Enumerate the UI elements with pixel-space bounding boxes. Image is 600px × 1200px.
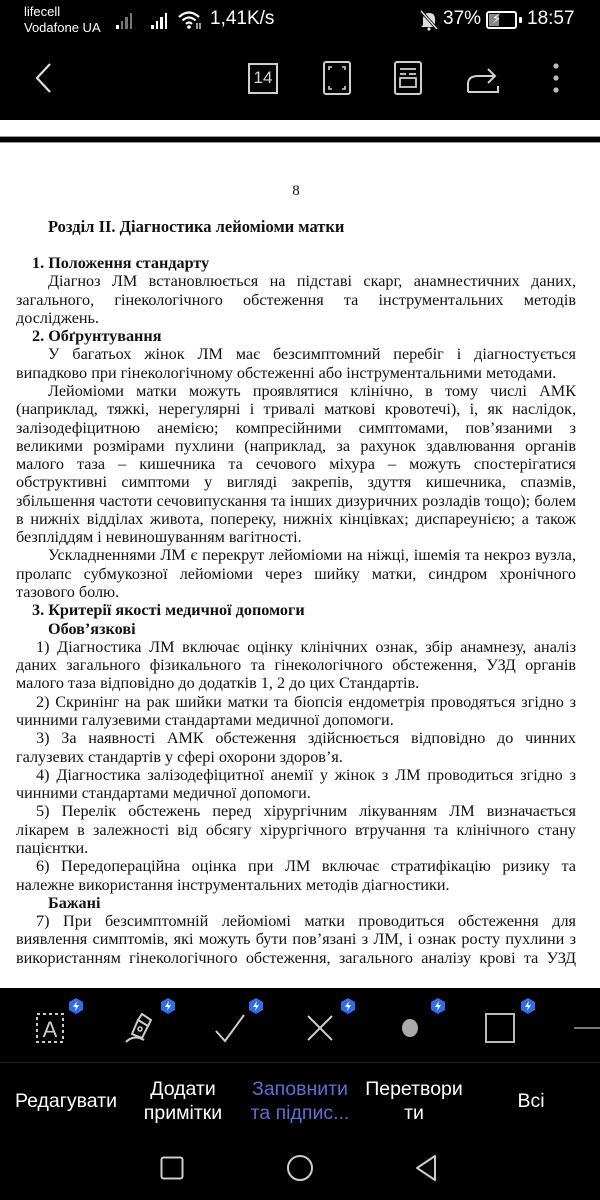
reading-mode-icon: [394, 61, 422, 95]
document-line: в нижніх відділах живота, попереку, нижніх кінцівках; диспареунією; а також: [16, 509, 576, 528]
carrier-1: lifecell: [24, 4, 61, 19]
document-line: 1) Діагностика ЛМ включає оцінку клінічних ознак, збір анамнезу, аналіз: [36, 637, 576, 656]
document-line: У багатьох жінок ЛМ має безсимптомний перебіг і діагностується: [48, 345, 576, 364]
document-line: чинними стандартами медичної допомоги.: [16, 784, 311, 803]
document-line: залізодефіцитною анемією; компресійними симптомами, пов’язаними з: [16, 418, 576, 437]
section-title: Розділ II. Діагностика лейоміоми матки: [48, 217, 345, 236]
reading-mode-button[interactable]: [388, 58, 428, 98]
cross-tool[interactable]: [298, 1008, 342, 1048]
rectangle-icon: [484, 1012, 516, 1044]
more-options-button[interactable]: [536, 58, 576, 98]
document-page[interactable]: [0, 143, 600, 988]
page-gap: [0, 120, 600, 136]
wifi-icon: [177, 9, 203, 31]
svg-text:A: A: [42, 1017, 58, 1042]
document-line: 7) При безсимптомній лейоміомі матки проводиться обстеження для: [36, 912, 576, 931]
menu-edit[interactable]: [8, 1089, 124, 1113]
document-line: 3. Критерії якості медичної допомоги: [32, 601, 305, 620]
menu-all-label: Всі: [517, 1090, 545, 1112]
dot-tool[interactable]: [388, 1008, 432, 1048]
document-line: загального, гінекологічного обстеження та інструментальних методів: [16, 290, 576, 309]
page-number: 8: [292, 183, 300, 199]
carrier-2: Vodafone UA: [24, 20, 101, 35]
menu-fill-sign-label-2: та підпис...: [250, 1102, 350, 1124]
document-line: 3) За наявності АМК обстеження здійснюється відповідно до чинних: [36, 729, 576, 748]
document-line: безпліддям і невиношуванням вагітності.: [16, 528, 302, 547]
line-icon: [572, 1026, 600, 1030]
document-line: чинними галузевими стандартами медичної допомоги.: [16, 711, 394, 729]
back-triangle-icon: [414, 1154, 438, 1182]
signal-icon: [116, 11, 132, 29]
menu-add-notes[interactable]: [130, 1077, 236, 1125]
premium-badge-icon: [248, 998, 264, 1014]
document-line: пацієнтки.: [16, 838, 89, 857]
document-line: галузевих стандартів у сфері охорони здоров’я.: [16, 747, 343, 766]
status-bar: [0, 0, 600, 44]
document-line: (наприклад, тяжкі, нерегулярні і тривалі маткові кровотечі), і, як наслідок,: [16, 400, 576, 419]
document-line: даних загального фізикального та гінекологічного обстеження, УЗД органів: [16, 656, 576, 675]
premium-badge-icon: [340, 998, 356, 1014]
signature-tool[interactable]: [118, 1008, 162, 1048]
document-line: 1. Положення стандарту: [32, 254, 210, 272]
document-line: Обов’язкові: [48, 619, 136, 638]
document-line: лікарем в залежності від обсягу хірургічного втручання та клінічного стану: [16, 820, 576, 839]
network-speed: 1,41K/s: [210, 8, 275, 29]
document-line: Ускладненнями ЛМ є перекрут лейоміоми на ніжці, ішемія та некроз вузла,: [48, 546, 576, 565]
battery-percent: 37%: [443, 8, 482, 29]
recents-button[interactable]: [152, 1148, 192, 1188]
document-line: 5) Перелік обстежень перед хірургічним лікуванням ЛМ визначається: [36, 802, 576, 821]
pen-signature-icon: [124, 1012, 156, 1044]
navigation-bar: [0, 1138, 600, 1200]
premium-badge-icon: [68, 998, 84, 1014]
fit-page-icon: [323, 61, 351, 95]
document-line: тазового болю.: [16, 583, 120, 602]
checkmark-tool[interactable]: [208, 1008, 252, 1048]
back-button[interactable]: [24, 58, 64, 98]
share-icon: [466, 62, 500, 94]
document-line: великими розмірами пухлини (наприклад, за рахунок здавлювання органів: [16, 436, 576, 455]
carrier-info: [24, 4, 101, 36]
document-line: пролапс субмукозної лейоміоми через шийку матки, синдром хронічного: [16, 564, 576, 583]
premium-badge-icon: [520, 998, 536, 1014]
recents-square-icon: [160, 1156, 184, 1180]
text-box-tool[interactable]: [28, 1008, 72, 1048]
document-line: Бажані: [48, 893, 101, 912]
battery-tip: [519, 17, 522, 23]
home-button[interactable]: [280, 1148, 320, 1188]
menu-fill-sign[interactable]: [244, 1077, 356, 1125]
menu-convert-label-1: Перетвори: [365, 1078, 463, 1100]
document-line: випадково при гінекологічному обстеженні або інструментальними методами.: [16, 363, 557, 382]
menu-add-notes-label-1: Додати: [150, 1078, 216, 1100]
document-line: 2) Скринінг на рак шийки матки та біопсія ендометрія проводяться згідно з: [36, 692, 576, 711]
document-line: збільшення частоти сечовипускання та інших дизуричних розладів тощо); болем: [16, 491, 576, 510]
document-line: досліджень.: [16, 308, 99, 327]
document-line: 4) Діагностика залізодефіцитної анемії у жінок з ЛМ проводиться згідно з: [36, 765, 576, 784]
document-line: малого таза відповідно до додатків 1, 2 до цих Стандартів.: [16, 674, 420, 693]
text-box-icon: [35, 1012, 65, 1044]
battery-charging-icon: ⚡: [486, 11, 517, 29]
fit-page-button[interactable]: [317, 58, 357, 98]
signal-icon: [151, 11, 167, 29]
document-line: малого таза – кишечника та сечового міхура – можуть спостерігатися: [16, 455, 576, 474]
mute-bell-icon: [419, 9, 439, 31]
document-line: належне використання інструментальних методів діагностики.: [16, 875, 450, 894]
premium-badge-icon: [160, 998, 176, 1014]
bottom-menu: [0, 1063, 600, 1138]
menu-convert[interactable]: [358, 1077, 470, 1125]
checkmark-icon: [214, 1013, 246, 1043]
page-count-button[interactable]: [243, 58, 283, 98]
document-line: виявлення симптомів, які можуть бути пов’язані з ЛМ, і ознак росту пухлини з: [16, 930, 576, 949]
menu-convert-label-2: ти: [404, 1102, 424, 1124]
line-tool[interactable]: [572, 1008, 600, 1048]
back-arrow-icon: [34, 62, 54, 94]
premium-badge-icon: [430, 998, 446, 1014]
document-line: 6) Передопераційна оцінка при ЛМ включає стратифікацію ризику та: [36, 857, 576, 876]
clock: 18:57: [527, 8, 575, 29]
menu-fill-sign-label-1: Заповнити: [252, 1078, 348, 1100]
back-nav-button[interactable]: [406, 1148, 446, 1188]
dot-icon: [400, 1018, 420, 1038]
menu-edit-label: Редагувати: [14, 1090, 118, 1112]
top-toolbar: [0, 44, 600, 120]
menu-all[interactable]: [490, 1089, 572, 1113]
annotation-toolbar: [0, 988, 600, 1062]
home-circle-icon: [286, 1154, 314, 1182]
page-count-icon: 14: [248, 63, 278, 94]
cross-icon: [306, 1014, 334, 1042]
menu-add-notes-label-2: примітки: [143, 1102, 223, 1124]
document-line: обструктивні симптоми у вигляді закрепів, здуття кишечника, спазмів,: [16, 473, 576, 492]
document-line: Лейоміоми матки можуть проявлятися клінічно, в тому числі АМК: [48, 381, 576, 400]
more-vert-icon: [552, 62, 560, 94]
document-line: Діагноз ЛМ встановлюється на підставі скарг, анамнестичних даних,: [48, 272, 576, 291]
page-separator: [0, 136, 600, 143]
share-button[interactable]: [463, 58, 503, 98]
document-line: 2. Обґрунтування: [32, 327, 162, 346]
document-line: використанням гінекологічного обстеження, загального аналізу крові та УЗД: [16, 948, 576, 967]
rectangle-tool[interactable]: [478, 1008, 522, 1048]
